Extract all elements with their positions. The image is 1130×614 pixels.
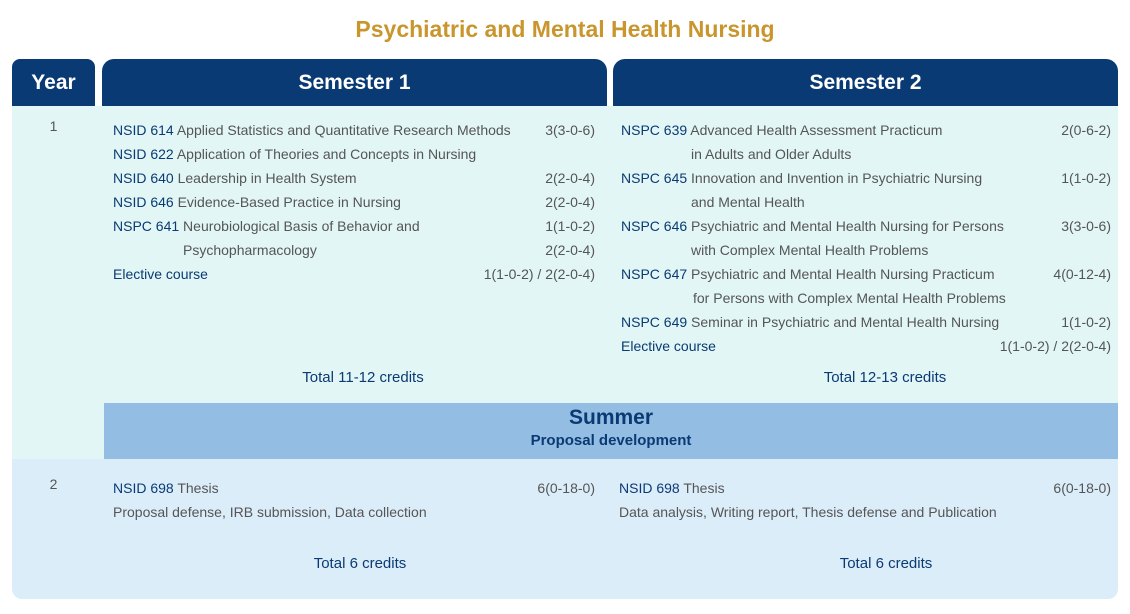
course-name: Thesis: [683, 480, 725, 496]
course-name: Thesis: [177, 480, 219, 496]
course-name: Neurobiological Basis of Behavior and: [183, 218, 420, 234]
course-code: NSID 646: [113, 194, 174, 210]
page-title: Psychiatric and Mental Health Nursing: [355, 16, 775, 42]
course-credits: 3(3-0-6): [545, 122, 595, 138]
elective-label: Elective course: [113, 266, 208, 282]
course-name: Psychiatric and Mental Health Nursing for Persons: [691, 218, 1004, 234]
course-row: [619, 476, 1111, 500]
course-row: [113, 238, 595, 262]
course-credits: 2(2-0-4): [545, 194, 595, 210]
course-name: with Complex Mental Health Problems: [691, 242, 929, 258]
course-credits: 3(3-0-6): [1061, 218, 1111, 234]
course-credits: 4(0-12-4): [1053, 266, 1111, 282]
course-code: NSID 698: [113, 480, 174, 496]
course-credits: 1(1-0-2): [1061, 170, 1111, 186]
course-note: Proposal defense, IRB submission, Data collection: [113, 504, 427, 520]
course-code: NSPC 641: [113, 218, 180, 234]
elective-row: [113, 262, 595, 286]
course-name: Innovation and Invention in Psychiatric Nursing: [691, 170, 983, 186]
course-name: Evidence-Based Practice in Nursing: [177, 194, 401, 210]
course-code: NSPC 645: [621, 170, 688, 186]
course-code: NSID 640: [113, 170, 174, 186]
course-row-cont: [621, 286, 1111, 310]
course-credits: 6(0-18-0): [1053, 480, 1111, 496]
elective-credits: 1(1-0-2) / 2(2-0-4): [999, 338, 1111, 354]
course-credits: 2(0-6-2): [1061, 122, 1111, 138]
course-name: in Adults and Older Adults: [691, 146, 852, 162]
course-row: [113, 166, 595, 190]
course-row: [113, 190, 595, 214]
course-code: NSPC 639: [621, 122, 688, 138]
summer-subtitle: Proposal development: [530, 432, 692, 449]
course-name: Psychiatric and Mental Health Nursing Practicum: [691, 266, 995, 282]
course-row: [621, 310, 1111, 334]
course-row-cont: [621, 142, 1111, 166]
course-name: Seminar in Psychiatric and Mental Health Nursing: [691, 314, 1000, 330]
course-name: Advanced Health Assessment Practicum: [690, 122, 943, 138]
year-1-semester-2-total: Total 12-13 credits: [823, 369, 947, 386]
course-credits: 1(1-0-2): [1061, 314, 1111, 330]
course-name: for Persons with Complex Mental Health Problems: [693, 290, 1006, 306]
year-2-semester-1-total: Total 6 credits: [313, 555, 407, 572]
course-code: NSID 622: [113, 146, 174, 162]
course-row-cont: [621, 238, 1111, 262]
course-name: Applied Statistics and Quantitative Research Methods: [176, 122, 511, 138]
course-code: NSID 614: [113, 122, 174, 138]
course-name: Leadership in Health System: [177, 170, 357, 186]
year-2-semester-2-courses: [619, 476, 1111, 524]
course-row: [621, 214, 1111, 238]
course-name: Psychopharmacology: [183, 242, 317, 258]
course-row: [113, 142, 595, 166]
semester-2-header: Semester 2: [613, 59, 1118, 106]
year-2-semester-2-total: Total 6 credits: [839, 555, 933, 572]
course-code: NSPC 647: [621, 266, 688, 282]
summer-title: Summer: [568, 406, 654, 429]
course-code: NSPC 646: [621, 218, 688, 234]
semester-1-header: Semester 1: [102, 59, 607, 106]
course-credits: 1(1-0-2): [545, 218, 595, 234]
course-credits: 6(0-18-0): [537, 480, 595, 496]
course-name: Application of Theories and Concepts in Nursing: [176, 146, 477, 162]
elective-label: Elective course: [621, 338, 716, 354]
year-1-semester-1-courses: [113, 118, 595, 286]
course-code: NSID 698: [619, 480, 680, 496]
course-row: [113, 476, 595, 500]
course-row: [621, 262, 1111, 286]
course-row-cont: [621, 190, 1111, 214]
year-header: Year: [12, 59, 95, 106]
course-credits: 2(2-0-4): [545, 170, 595, 186]
course-row: [113, 118, 595, 142]
elective-row: [621, 334, 1111, 358]
course-name: and Mental Health: [691, 194, 805, 210]
year-2-semester-1-courses: [113, 476, 595, 524]
elective-credits: 1(1-0-2) / 2(2-0-4): [483, 266, 595, 282]
year-1-semester-2-courses: [621, 118, 1111, 358]
summer-banner: [104, 403, 1118, 459]
course-row: [621, 118, 1111, 142]
course-note: Data analysis, Writing report, Thesis defense and Publication: [619, 504, 997, 520]
course-row: [113, 214, 595, 238]
course-credits: 2(2-0-4): [545, 242, 595, 258]
year-1-semester-1-total: Total 11-12 credits: [302, 369, 424, 386]
year-1-label: 1: [49, 118, 58, 134]
course-row: [621, 166, 1111, 190]
course-code: NSPC 649: [621, 314, 688, 330]
year-2-label: 2: [49, 476, 58, 492]
